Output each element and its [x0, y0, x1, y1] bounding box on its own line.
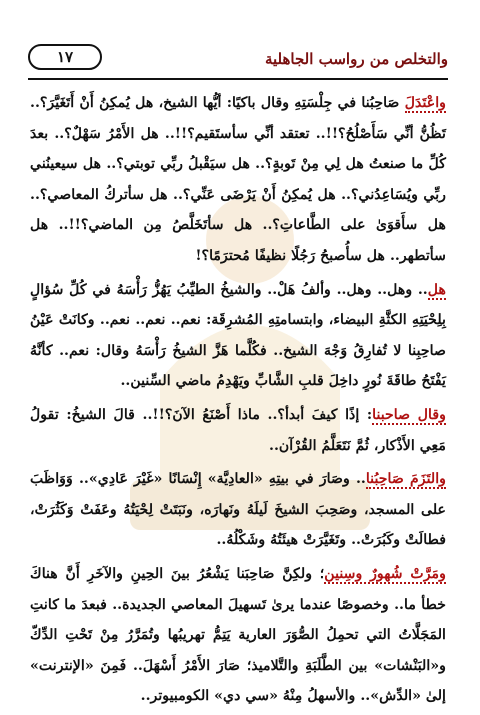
- page-header: [28, 40, 448, 76]
- paragraph-3: [30, 400, 446, 461]
- paragraph-lead: ومَرَّتْ شُهورٌ وسِنين: [324, 565, 446, 582]
- paragraph-text: صَاحِبُنا في جِلْسَتِهِ وقال باكيًا: أيُّها الشيخ، هل يُمكِنُ أَنْ أَتَغَيَّرَ؟.. تَظُنُّ أنِّي سَأَصْلُحُ؟!!.. تعتقد أنِّي سأستَقيم؟!!.. هل الأَمْرُ سَهْلٌ؟.. بعدَ كُلِّ ما صنعتُ هل لِي مِنْ تَوبةٍ؟.. هل سيَقْبلُ ربِّي توبتي؟.. هل سيعينُني ربِّي ويُسَاعِدُني؟.. هل يُمكِنُ أَنْ يَرْضَى عَنِّي؟.. هل سأتركُ المعاصي؟.. هل سأَقوَىٰ على الطَّاعاتِ؟.. هل سأتَخَلَّصُ مِن الماضي؟!!.. هل سأتطهر.. هل سأُصبحُ رَجُلًا نظيفًا مُحترَمًا؟!: [30, 95, 446, 264]
- paragraph-text: .. وصَارَ في بيتِهِ «العادِيَّة» إِنْسَانًا «غَيْرَ عَادِي».. وَوَاظَبَ على المسجد، وصَحِبَ الشيخَ لَيلَهُ ونَهارَه، ونَبَتَتْ لِحْيَتُهُ وعَفَتْ وَكَثُرَتْ، فطالَتْ وكَبُرَتْ.. وتَغَيَّرَتْ هيئَتُهُ وشَكْلُهُ..: [30, 471, 446, 549]
- paragraph-text: : إذًا كيفَ أبدأ؟.. ماذا أَصْنَعُ الآنَ؟!!.. قالَ الشيخُ: تقولُ مَعِي الأَذْكار، ثُمَّ نَتَعَلَّمُ القُرْآن..: [30, 406, 446, 454]
- paragraph-lead: وقال صاحبنا: [372, 406, 446, 423]
- paragraph-2: [30, 275, 446, 397]
- body-text: [30, 88, 446, 715]
- paragraph-1: [30, 88, 446, 272]
- header-rule: [28, 78, 448, 80]
- paragraph-5: [30, 559, 446, 712]
- paragraph-text: ؛ ولكِنَّ صَاحِبَنا يَشْعُرُ بينَ الحِينِ والآخَرِ أَنَّ هناكَ خطأ ما.. وخصوصًا عندما يرىٰ تَسهيلَ المعاصي الجديدة.. فبعدَ ما كانتِ المَجَلَّاتُ التي تحمِلُ الصُّوَرَ العارية يَتِمُّ تهريبُها وتُمَرَّرُ مِنْ تَحْتِ الدِّكّ و«البَنْشات» بين الطَّلَبَةِ والتَّلاميذ؛ صَارَ الأَمْرُ أَسْهَلَ.. فَمِنَ «الإنترنت» إلىٰ «الدِّش».. والأسهلُ مِنْهُ «سي دي» الكومبيوتر..: [30, 565, 446, 705]
- page-number: ١٧: [28, 44, 102, 70]
- paragraph-lead: والتَزَمَ صَاحِبُنا: [365, 471, 446, 488]
- running-title: والتخلص من رواسب الجاهلية: [264, 50, 448, 68]
- paragraph-lead: واعْتَدَلَ: [404, 95, 446, 111]
- paragraph-4: [30, 464, 446, 556]
- paragraph-lead: هل: [427, 281, 446, 298]
- paragraph-text: .. وهل.. وهل.. وألفُ هَلْ.. والشيخُ الطيِّبُ يَهُزُّ رَأْسَهُ في كُلِّ سُؤالٍ بِلِحْيَتِهِ الكثَّةِ البيضاء، وابتسامتِهِ المُشرِقَة: نعم.. نعم.. نعم.. وكانَتْ عَيْنُ صاحِبِنا لا تُفارِقُ وَجْهَ الشيخ.. فكُلَّما هَزَّ الشيخُ رَأْسَهُ وقال: نعم.. كأنَّهُ يَفْتَحُ طاقَةَ نُورٍ داخِلَ قلبِ الشَّابِّ ويَهْدِمُ ماضي السِّنين..: [30, 281, 446, 390]
